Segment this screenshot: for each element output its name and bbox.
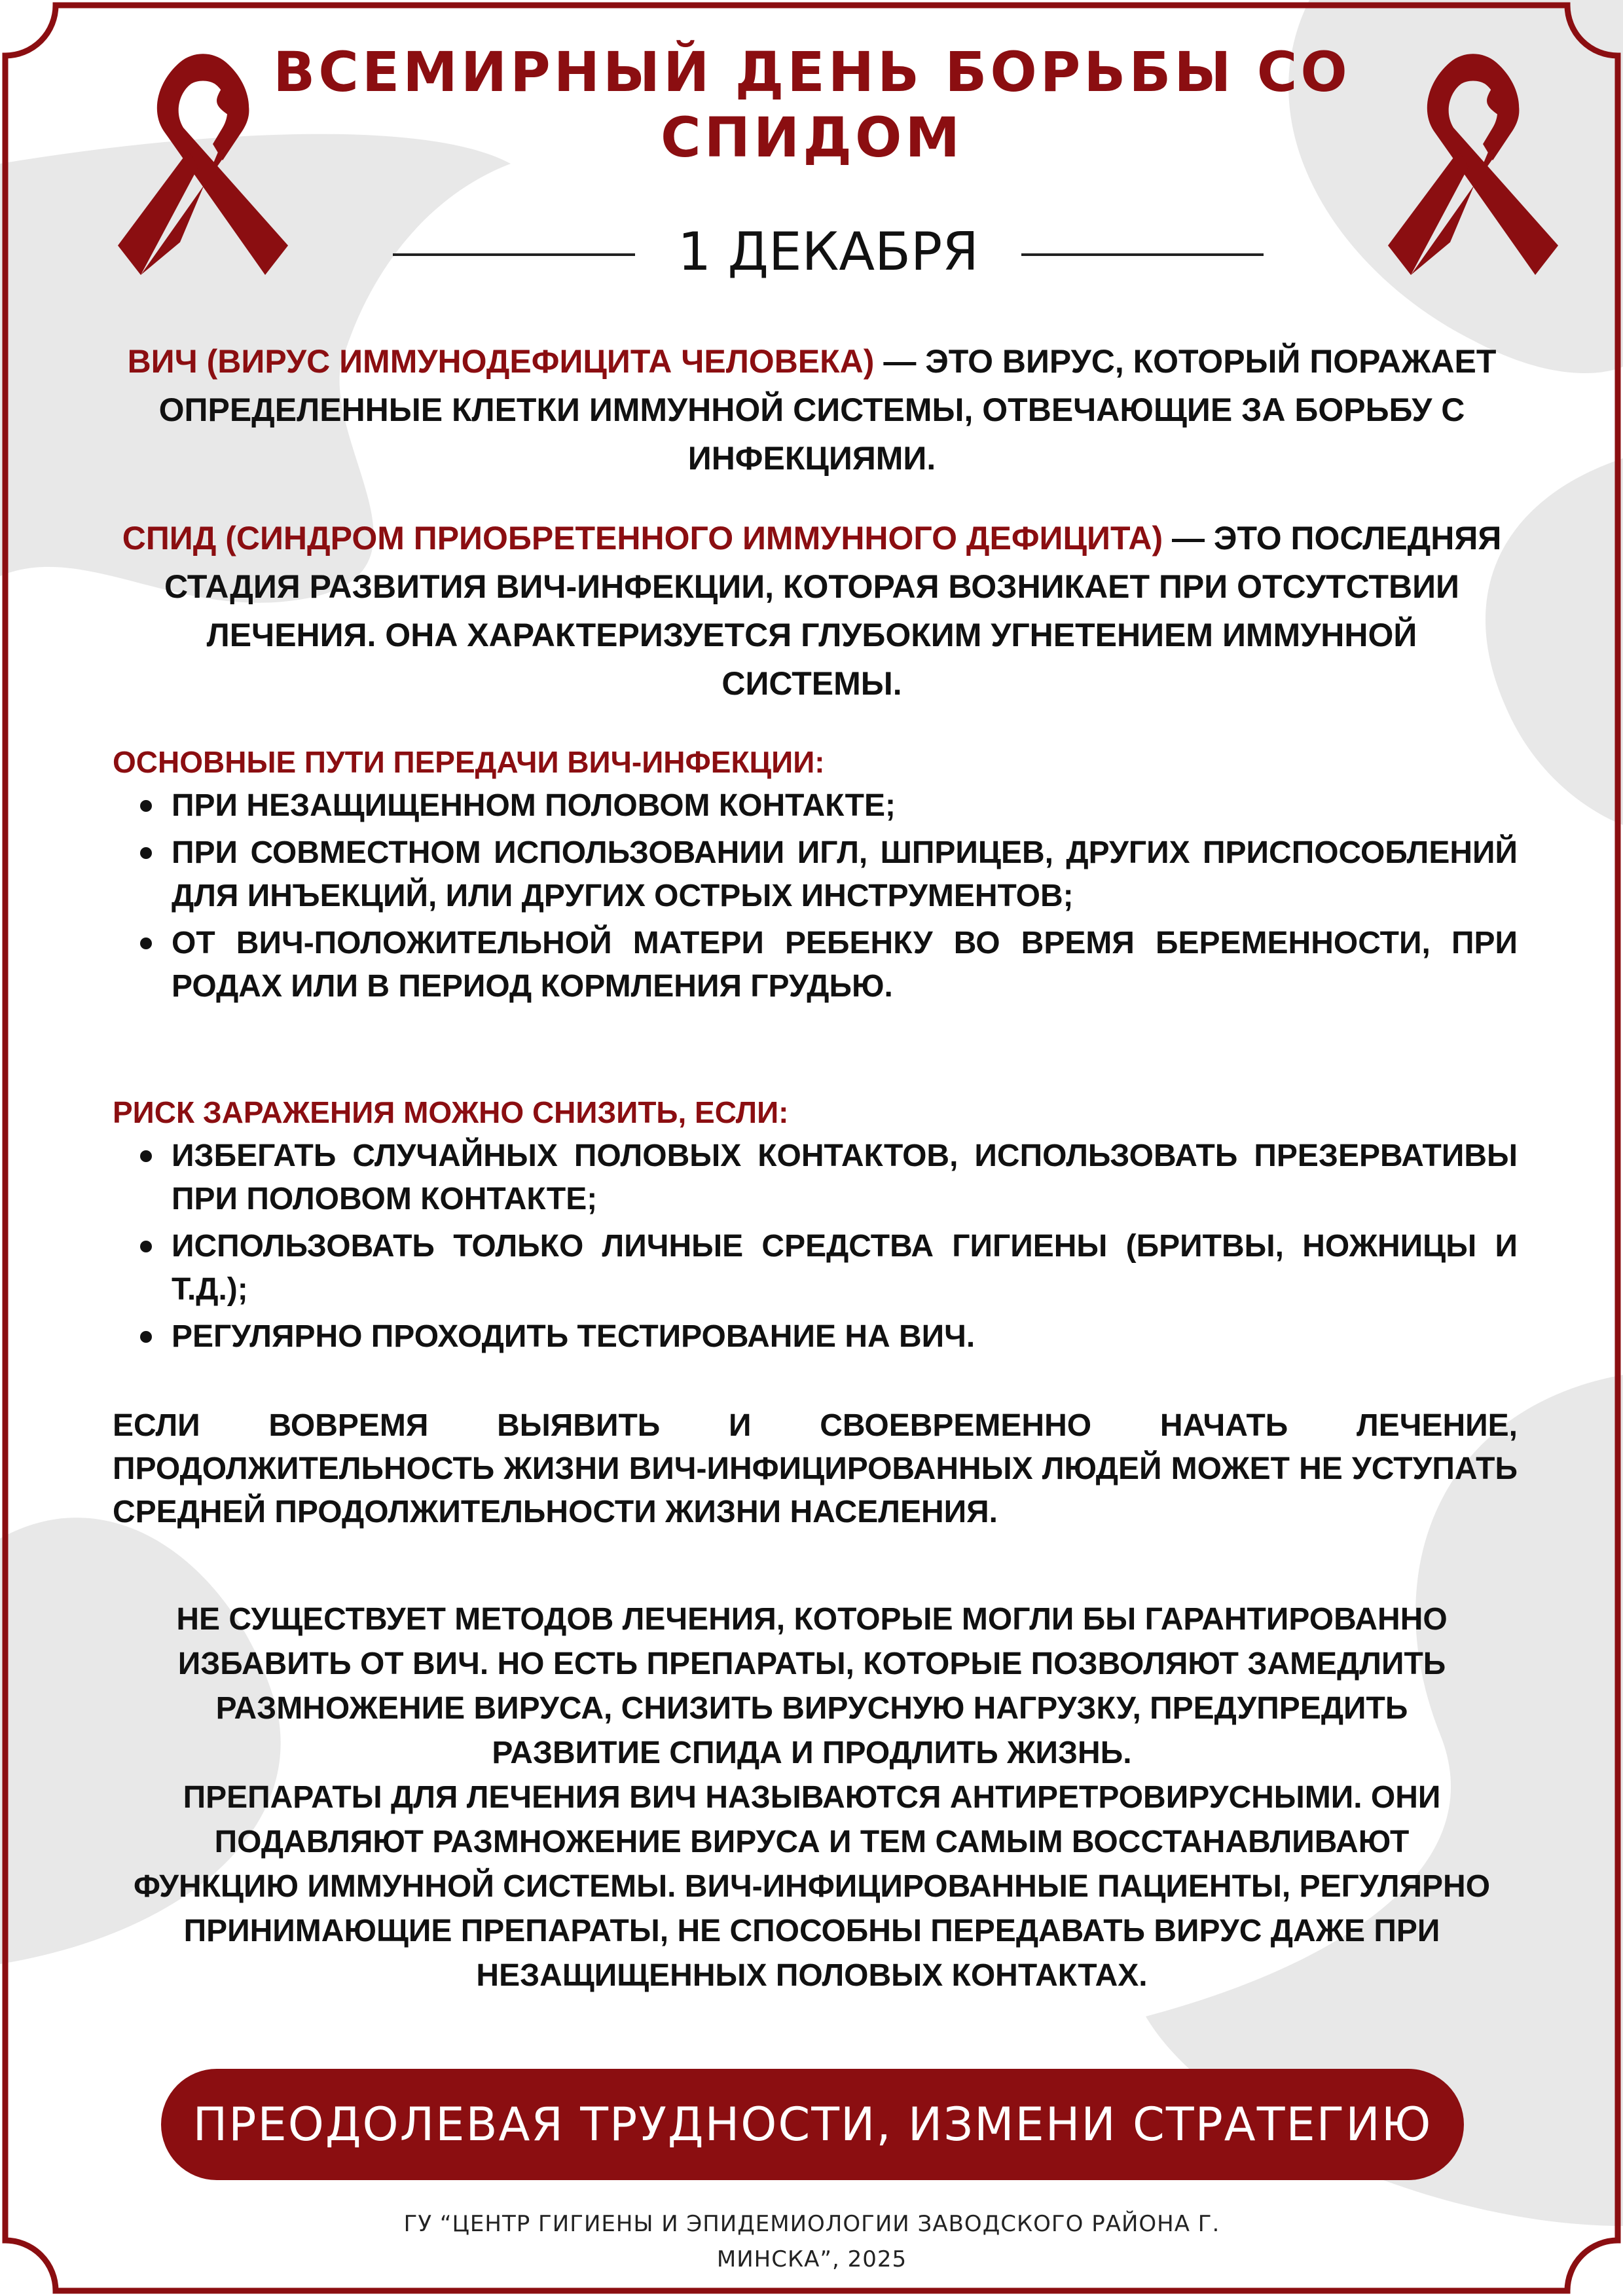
divider-right: [1021, 253, 1264, 256]
divider-left: [393, 253, 635, 256]
slogan-text: ПРЕОДОЛЕВАЯ ТРУДНОСТИ, ИЗМЕНИ СТРАТЕГИЮ: [192, 2098, 1432, 2151]
list-item: ИЗБЕГАТЬ СЛУЧАЙНЫХ ПОЛОВЫХ КОНТАКТОВ, ИСПОЛЬЗОВАТЬ ПРЕЗЕРВАТИВЫ ПРИ ПОЛОВОМ КОНТАКТЕ;: [113, 1135, 1518, 1221]
bullet-icon: [140, 1150, 152, 1162]
bullet-icon: [140, 1331, 152, 1343]
hiv-definition: [124, 337, 1499, 483]
list-item: ИСПОЛЬЗОВАТЬ ТОЛЬКО ЛИЧНЫЕ СРЕДСТВА ГИГИЕНЫ (БРИТВЫ, НОЖНИЦЫ И Т.Д.);: [113, 1225, 1518, 1311]
aids-text: — ЭТО ПОСЛЕДНЯЯ СТАДИЯ РАЗВИТИЯ ВИЧ-ИНФЕКЦИИ, КОТОРАЯ ВОЗНИКАЕТ ПРИ ОТСУТСТВИИ ЛЕЧЕНИЯ. ОНА ХАРАКТЕРИЗУЕТСЯ ГЛУБОКИМ УГНЕТЕНИЕМ ИММУННОЙ СИСТЕМЫ.: [164, 520, 1502, 702]
bullet-icon: [140, 800, 152, 812]
treatment-paragraph: [131, 1597, 1493, 1998]
title-line-2: СПИДОМ: [660, 105, 964, 170]
treatment-text-2: ПРЕПАРАТЫ ДЛЯ ЛЕЧЕНИЯ ВИЧ НАЗЫВАЮТСЯ АНТИРЕТРОВИРУСНЫМИ. ОНИ ПОДАВЛЯЮТ РАЗМНОЖЕНИЕ ВИРУСА И ТЕМ САМЫМ ВОССТАНАВЛИВАЮТ ФУНКЦИЮ ИММУННОЙ СИСТЕМЫ. ВИЧ-ИНФИЦИРОВАННЫЕ ПАЦИЕНТЫ, РЕГУЛЯРНО ПРИНИМАЮЩИЕ ПРЕПАРАТЫ, НЕ СПОСОБНЫ ПЕРЕДАВАТЬ ВИРУС ДАЖЕ ПРИ НЕЗАЩИЩЕННЫХ ПОЛОВЫХ КОНТАКТАХ.: [133, 1780, 1491, 1993]
bullet-icon: [140, 938, 152, 949]
bullet-icon: [140, 847, 152, 859]
footer-credit: [367, 2206, 1257, 2277]
list-item: РЕГУЛЯРНО ПРОХОДИТЬ ТЕСТИРОВАНИЕ НА ВИЧ.: [113, 1315, 1518, 1358]
aids-term: СПИД (СИНДРОМ ПРИОБРЕТЕННОГО ИММУННОГО ДЕФИЦИТА): [122, 520, 1163, 556]
event-date: 1 ДЕКАБРЯ: [678, 221, 979, 282]
page-title: [249, 39, 1375, 170]
awareness-ribbon-icon: [1388, 46, 1558, 282]
list-item: ПРИ СОВМЕСТНОМ ИСПОЛЬЗОВАНИИ ИГЛ, ШПРИЦЕВ, ДРУГИХ ПРИСПОСОБЛЕНИЙ ДЛЯ ИНЪЕКЦИЙ, ИЛИ ДРУГИХ ОСТРЫХ ИНСТРУМЕНТОВ;: [113, 831, 1518, 918]
footer-line-2: МИНСКА”, 2025: [716, 2246, 907, 2272]
title-line-1: ВСЕМИРНЫЙ ДЕНЬ БОРЬБЫ СО: [273, 40, 1351, 104]
list-item: ОТ ВИЧ-ПОЛОЖИТЕЛЬНОЙ МАТЕРИ РЕБЕНКУ ВО ВРЕМЯ БЕРЕМЕННОСТИ, ПРИ РОДАХ ИЛИ В ПЕРИОД КОРМЛЕНИЯ ГРУДЬЮ.: [113, 922, 1518, 1008]
transmission-section: [113, 740, 1518, 1012]
aids-definition: [118, 514, 1506, 708]
list-item: ПРИ НЕЗАЩИЩЕННОМ ПОЛОВОМ КОНТАКТЕ;: [113, 784, 1518, 828]
life-expectancy-paragraph: ЕСЛИ ВОВРЕМЯ ВЫЯВИТЬ И СВОЕВРЕМЕННО НАЧАТЬ ЛЕЧЕНИЕ, ПРОДОЛЖИТЕЛЬНОСТЬ ЖИЗНИ ВИЧ-ИНФИЦИРОВАННЫХ ЛЮДЕЙ МОЖЕТ НЕ УСТУПАТЬ СРЕДНЕЙ ПРОДОЛЖИТЕЛЬНОСТИ ЖИЗНИ НАСЕЛЕНИЯ.: [113, 1408, 1518, 1529]
hiv-text: — ЭТО ВИРУС, КОТОРЫЙ ПОРАЖАЕТ ОПРЕДЕЛЕННЫЕ КЛЕТКИ ИММУННОЙ СИСТЕМЫ, ОТВЕЧАЮЩИЕ ЗА БОРЬБУ С ИНФЕКЦИЯМИ.: [158, 343, 1497, 477]
treatment-text-1: НЕ СУЩЕСТВУЕТ МЕТОДОВ ЛЕЧЕНИЯ, КОТОРЫЕ МОГЛИ БЫ ГАРАНТИРОВАННО ИЗБАВИТЬ ОТ ВИЧ. НО ЕСТЬ ПРЕПАРАТЫ, КОТОРЫЕ ПОЗВОЛЯЮТ ЗАМЕДЛИТЬ РАЗМНОЖЕНИЕ ВИРУСА, СНИЗИТЬ ВИРУСНУЮ НАГРУЗКУ, ПРЕДУПРЕДИТЬ РАЗВИТИЕ СПИДА И ПРОДЛИТЬ ЖИЗНЬ.: [176, 1602, 1448, 1770]
transmission-list: [113, 784, 1518, 1008]
risk-list: [113, 1135, 1518, 1358]
risk-section: [113, 1090, 1518, 1362]
date-row: [393, 216, 1264, 288]
footer-line-1: ГУ “ЦЕНТР ГИГИЕНЫ И ЭПИДЕМИОЛОГИИ ЗАВОДСКОГО РАЙОНА Г.: [403, 2211, 1220, 2237]
transmission-heading: ОСНОВНЫЕ ПУТИ ПЕРЕДАЧИ ВИЧ-ИНФЕКЦИИ:: [113, 745, 825, 779]
hiv-term: ВИЧ (ВИРУС ИММУНОДЕФИЦИТА ЧЕЛОВЕКА): [127, 343, 875, 380]
bullet-icon: [140, 1241, 152, 1252]
risk-heading: РИСК ЗАРАЖЕНИЯ МОЖНО СНИЗИТЬ, ЕСЛИ:: [113, 1095, 789, 1129]
slogan-banner: [161, 2069, 1464, 2180]
